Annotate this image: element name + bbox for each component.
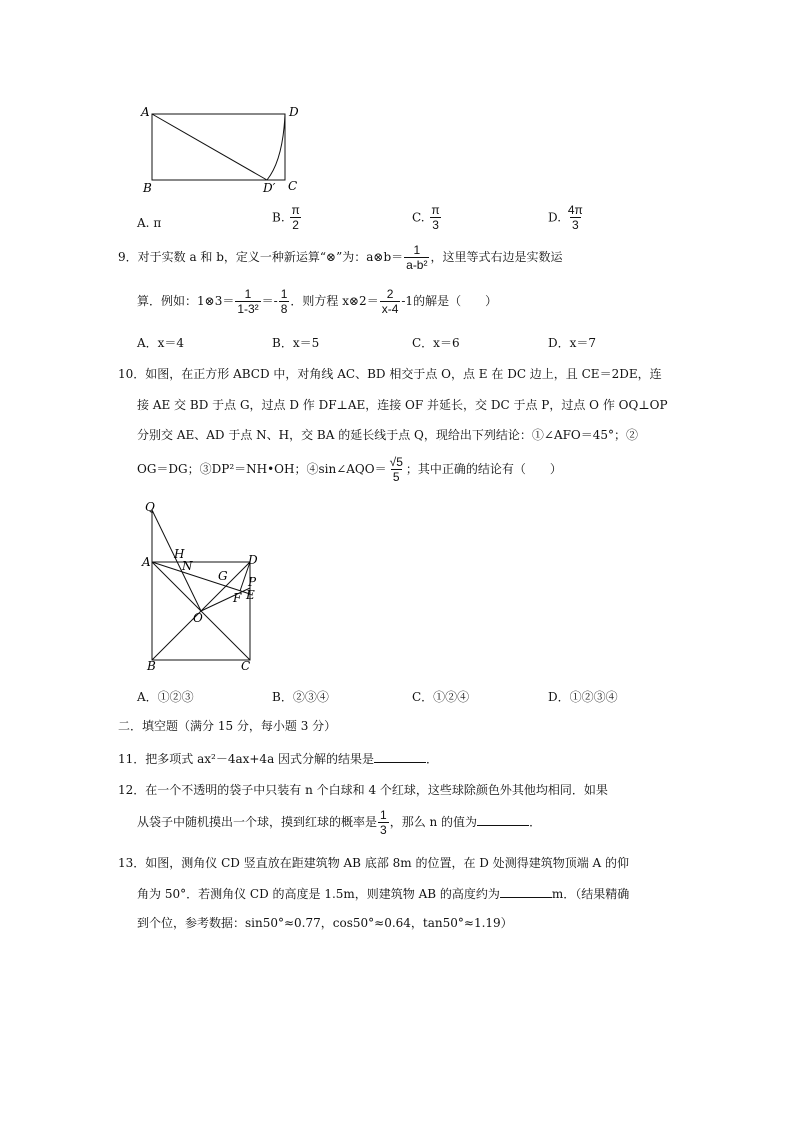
q11: 11．把多项式 ax²－4ax+4a 因式分解的结果是 ． <box>118 752 439 766</box>
fig8-label-Dprime: D′ <box>263 181 276 195</box>
q13-line2: 角为 50°．若测角仪 CD 的高度是 1.5m，则建筑物 AB 的高度约为 m．（结果精确 <box>137 887 630 901</box>
q13-line1: 13．如图，测角仪 CD 竖直放在距建筑物 AB 底部 8m 的位置，在 D 处测得建筑物顶端 A 的仰 <box>118 856 630 870</box>
q13-line3: 到个位，参考数据：sin50°≈0.77，cos50°≈0.64，tan50°≈1.19） <box>137 916 513 930</box>
fig10-label-H: H <box>174 547 185 561</box>
q9-option-a: A．x＝4 <box>137 336 185 350</box>
fig10-label-F: F <box>233 591 242 605</box>
fig10-label-Q: Q <box>145 500 155 514</box>
q8-option-a: A. π <box>137 216 162 230</box>
fig10-label-B: B <box>147 659 156 673</box>
q9-line1: 9．对于实数 a 和 b，定义一种新运算“⊗”为：a⊗b＝ $\frac{1}{\text{a-b²}}$ ，这里等式右边是实数运 <box>118 243 563 272</box>
q10-line2: 接 AE 交 BD 于点 G，过点 D 作 DF⊥AE，连接 OF 并延长，交 DC 于点 P，过点 O 作 OQ⊥OP <box>137 398 668 412</box>
figure-q10 <box>140 498 270 673</box>
q10-line4: OG＝DG；③DP²＝NH•OH；④sin∠AQO＝ $\frac{√5}{5}$ ；其中正确的结论有（ ） <box>137 455 562 484</box>
q10-option-d: D．①②③④ <box>548 690 618 704</box>
fig8-label-A: A <box>141 105 150 119</box>
fig10-label-E: E <box>246 588 255 602</box>
q9-option-c: C．x＝6 <box>412 336 460 350</box>
q9-option-d: D．x＝7 <box>548 336 597 350</box>
section2-title: 二．填空题（满分 15 分，每小题 3 分） <box>118 719 337 733</box>
figure-q8 <box>135 100 310 195</box>
fig8-label-B: B <box>143 181 152 195</box>
q13-answer-blank[interactable] <box>500 885 552 898</box>
fig10-label-D: D <box>248 553 258 567</box>
fig10-label-P: P <box>248 575 257 589</box>
fig8-label-D: D <box>289 105 299 119</box>
q9-option-b: B．x＝5 <box>272 336 320 350</box>
q10-line3: 分别交 AE、AD 于点 N、H，交 BA 的延长线于点 Q，现给出下列结论：①∠AFO＝45°；② <box>137 428 639 442</box>
q10-option-b: B．②③④ <box>272 690 329 704</box>
q12-line2: 从袋子中随机摸出一个球，摸到红球的概率是 $\frac{1}{3}$ ，那么 n 的值为 ． <box>137 808 542 837</box>
fig10-label-C: C <box>241 659 251 673</box>
q8-option-c: C. $\frac{\pi}{3}$ <box>412 203 440 232</box>
q12-line1: 12．在一个不透明的袋子中只装有 n 个白球和 4 个红球，这些球除颜色外其他均相同．如果 <box>118 783 608 797</box>
fig10-label-O: O <box>193 611 203 625</box>
q10-line1: 10．如图，在正方形 ABCD 中，对角线 AC、BD 相交于点 O，点 E 在 DC 边上，且 CE＝2DE，连 <box>118 367 662 381</box>
fig8-label-C: C <box>288 179 298 193</box>
q8-option-d: D. $\frac{4\pi}{3}$ <box>548 203 583 232</box>
q10-option-c: C．①②④ <box>412 690 470 704</box>
q12-answer-blank[interactable] <box>477 813 529 826</box>
q11-answer-blank[interactable] <box>374 750 426 763</box>
q8-option-b: B. $\frac{\pi}{2}$ <box>272 203 300 232</box>
fig10-label-G: G <box>218 569 228 583</box>
fig10-label-A: A <box>142 555 151 569</box>
q10-option-a: A．①②③ <box>137 690 194 704</box>
q9-line2: 算．例如：1⊗3＝ $\frac{1}{\text{1-3²}}$ ＝- $\frac{1}{8}$ ．则方程 x⊗2＝ $\frac{2}{x-4}$ -1的解是（ ） <box>137 287 498 316</box>
fig10-label-N: N <box>182 559 193 573</box>
